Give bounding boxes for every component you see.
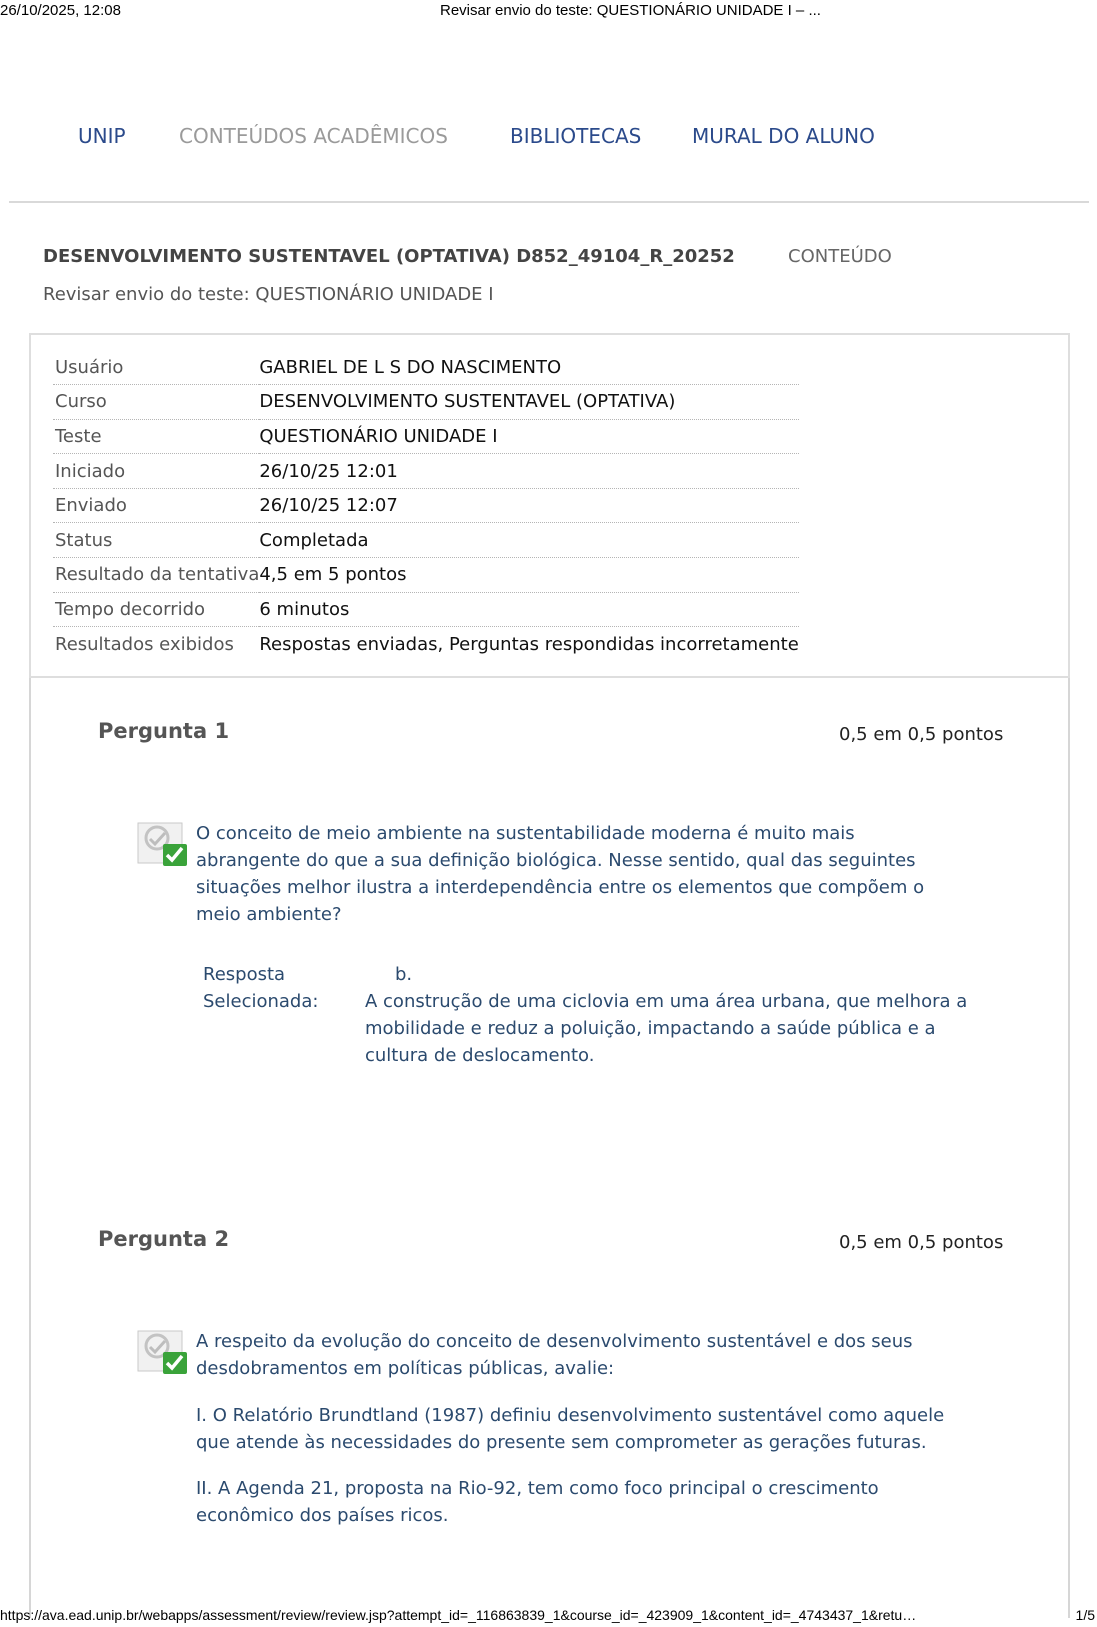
content-link[interactable]: CONTEÚDO [788,246,892,267]
info-label: Status [53,523,259,558]
print-title: Revisar envio do teste: QUESTIONÁRIO UNIDADE I – ... [440,2,821,19]
print-header [0,0,1097,24]
info-value: QUESTIONÁRIO UNIDADE I [259,419,798,454]
response-text: A construção de uma ciclovia em uma área urbana, que melhora a mobilidade e reduz a poluição, impactando a saúde pública e a cultura de deslocamento. [365,991,968,1066]
info-row-resultado [53,558,799,593]
nav-item-unip[interactable]: UNIP [78,124,126,148]
info-label: Iniciado [53,454,259,489]
info-value: 26/10/25 12:07 [259,488,798,523]
attempt-info-table [53,350,799,661]
info-row-curso [53,385,799,420]
info-value: Respostas enviadas, Perguntas respondidas incorretamente [259,633,799,655]
page-title: Revisar envio do teste: QUESTIONÁRIO UNIDADE I [43,284,494,305]
print-url: https://ava.ead.unip.br/webapps/assessment/review/review.jsp?attempt_id=_116863839_1&course_id=_423909_1&content_id=_4743437_1&retu… [0,1607,917,1623]
info-row-usuario [53,350,799,385]
question-2-title: Pergunta 2 [98,1227,230,1251]
info-value: 6 minutos [259,592,798,627]
info-row-status [53,523,799,558]
question-1-score: 0,5 em 0,5 pontos [839,724,1004,745]
question-2-statement-2: II. A Agenda 21, proposta na Rio-92, tem como foco principal o crescimento econômico dos países ricos. [196,1478,879,1526]
question-1-text: O conceito de meio ambiente na sustentabilidade moderna é muito mais abrangente do que a sua definição biológica. Nesse sentido, qual das seguintes situações melhor ilustra a interdependência entre os elementos que compõem o meio ambiente? [196,823,925,925]
print-footer [0,1603,1097,1627]
course-title: DESENVOLVIMENTO SUSTENTAVEL (OPTATIVA) D852_49104_R_20252 [43,246,735,267]
info-row-teste [53,419,799,454]
response-letter: b. [395,964,413,985]
info-label: Usuário [53,350,259,385]
question-2-score: 0,5 em 0,5 pontos [839,1232,1004,1253]
nav-item-conteudos-academicos[interactable]: CONTEÚDOS ACADÊMICOS [179,124,448,148]
info-row-resultados-exibidos [53,627,799,662]
info-value: DESENVOLVIMENTO SUSTENTAVEL (OPTATIVA) [259,385,798,420]
info-label: Enviado [53,488,259,523]
question-2-statement-1: I. O Relatório Brundtland (1987) definiu desenvolvimento sustentável como aquele que atende às necessidades do presente sem comprometer as gerações futuras. [196,1405,945,1453]
info-label: Teste [53,419,259,454]
response-label: Resposta [203,964,286,985]
question-2-text: A respeito da evolução do conceito de desenvolvimento sustentável e dos seus desdobramentos em políticas públicas, avalie: [196,1331,913,1379]
nav-divider [9,201,1089,203]
info-value: 26/10/25 12:01 [259,454,798,489]
info-label: Curso [53,385,259,420]
info-label: Resultado da tentativa [53,558,259,593]
correct-check-icon [137,820,189,868]
info-row-enviado [53,488,799,523]
info-value: GABRIEL DE L S DO NASCIMENTO [259,350,798,385]
info-row-tempo [53,592,799,627]
info-value: 4,5 em 5 pontos [259,558,798,593]
info-value: Completada [259,523,798,558]
print-date: 26/10/2025, 12:08 [0,2,121,19]
info-label: Resultados exibidos [55,633,234,655]
page-number: 1/5 [1075,1607,1095,1623]
response-label-selected: Selecionada: [203,991,319,1012]
info-row-iniciado [53,454,799,489]
question-1-title: Pergunta 1 [98,719,230,743]
nav-item-mural-do-aluno[interactable]: MURAL DO ALUNO [692,124,875,148]
nav-item-bibliotecas[interactable]: BIBLIOTECAS [510,124,642,148]
info-label: Tempo decorrido [53,592,259,627]
correct-check-icon [137,1328,189,1376]
